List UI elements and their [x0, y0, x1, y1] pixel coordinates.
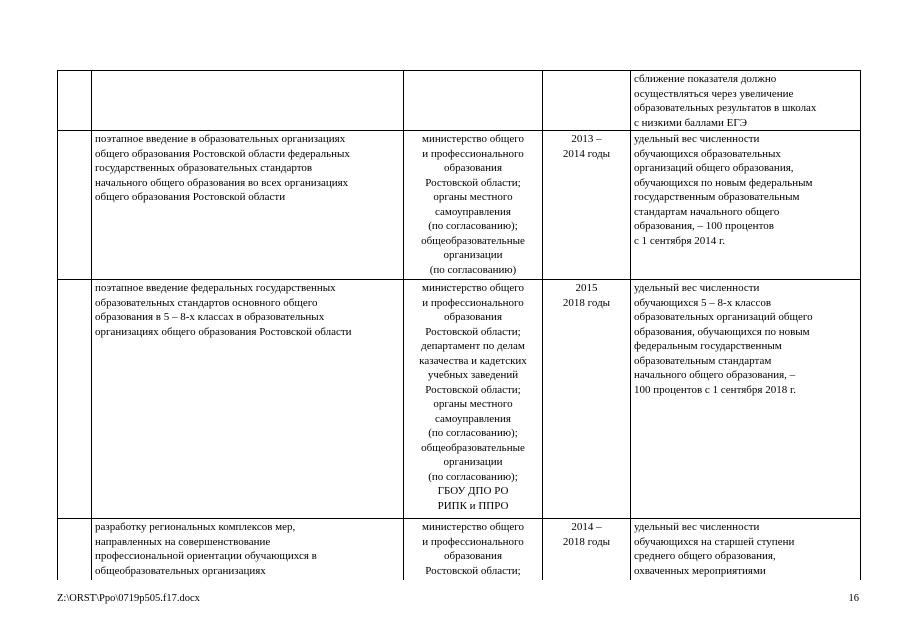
period-cell: 2015 2018 годы: [543, 280, 631, 519]
indicator-cell: удельный вес численности обучающихся образовательных организаций общего образования, обучающихся по новым федеральным государственным образовательным стандартам начального общего образования, – 100 процентов с 1 сентября 2014 г.: [631, 131, 861, 280]
row-number-cell: [58, 131, 92, 280]
row-number-cell: [58, 519, 92, 580]
row-number-cell: [58, 71, 92, 131]
period-cell: [543, 71, 631, 131]
indicator-cell: сближение показателя должно осуществляться через увеличение образовательных результатов в школах с низкими баллами ЕГЭ: [631, 71, 861, 131]
table-row: [58, 280, 861, 519]
table-row: [58, 519, 861, 580]
executor-cell: министерство общего и профессионального образования Ростовской области;: [404, 519, 543, 580]
executor-cell: министерство общего и профессионального образования Ростовской области; органы местного самоуправления (по согласованию); общеобразовательные организации (по согласованию): [404, 131, 543, 280]
indicator-cell: удельный вес численности обучающихся 5 – 8-х классов образовательных организаций общего образования, обучающихся по новым федеральным государственным образовательным стандартам начального общего образования, – 100 процентов с 1 сентября 2018 г.: [631, 280, 861, 519]
plan-table: [57, 70, 861, 580]
executor-cell: [404, 71, 543, 131]
measure-cell: [92, 71, 404, 131]
row-number-cell: [58, 280, 92, 519]
period-cell: 2013 – 2014 годы: [543, 131, 631, 280]
measure-cell: поэтапное введение в образовательных организациях общего образования Ростовской области федеральных государственных образовательных стандартов начального общего образования во всех организациях общего образования Ростовской области: [92, 131, 404, 280]
page-number: 16: [848, 593, 859, 604]
footer-file-path: Z:\ORST\Ppo\0719p505.f17.docx: [57, 593, 200, 604]
table-row: [58, 71, 861, 131]
measure-cell: разработку региональных комплексов мер, направленных на совершенствование профессиональной ориентации обучающихся в общеобразовательных организациях: [92, 519, 404, 580]
measure-cell: поэтапное введение федеральных государственных образовательных стандартов основного общего образования в 5 – 8-х классах в образовательных организациях общего образования Ростовской области: [92, 280, 404, 519]
indicator-cell: удельный вес численности обучающихся на старшей ступени среднего общего образования, охваченных мероприятиями: [631, 519, 861, 580]
executor-cell: министерство общего и профессионального образования Ростовской области; департамент по делам казачества и кадетских учебных заведений Ростовской области; органы местного самоуправления (по согласованию); общеобразовательные организации (по согласованию); ГБОУ ДПО РО РИПК и ППРО: [404, 280, 543, 519]
period-cell: 2014 – 2018 годы: [543, 519, 631, 580]
table-row: [58, 131, 861, 280]
